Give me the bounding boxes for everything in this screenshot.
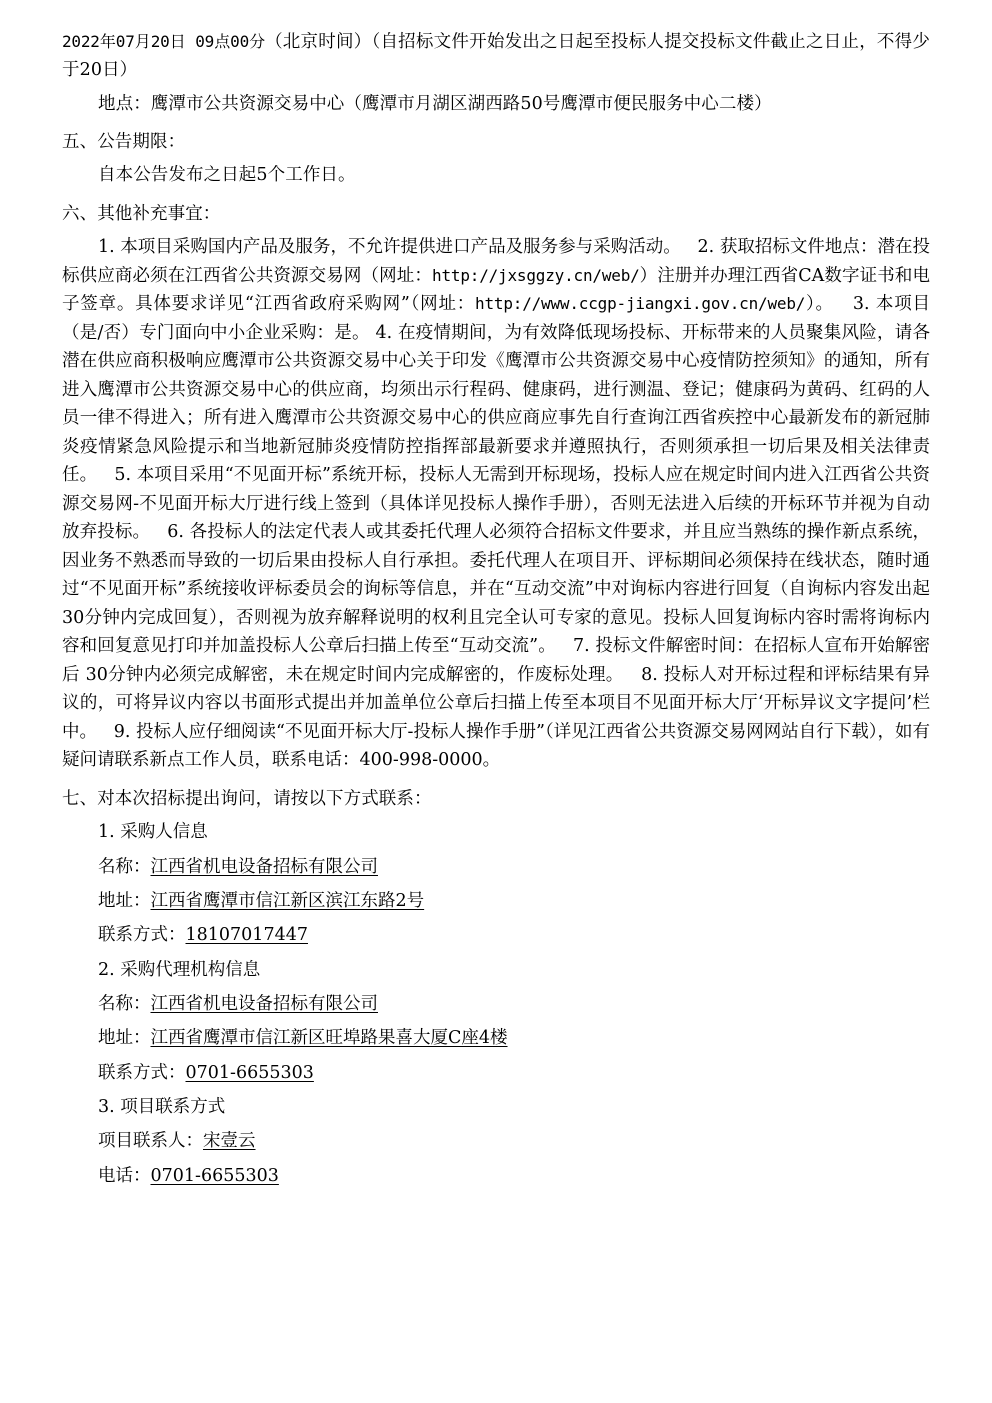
item-7: 7. 投标文件解密时间：在招标人宣布开始解密后 30分钟内必须完成解密，未在规定时间内完成解密的，作废标处理。 [62, 636, 930, 685]
agent-info-title: 2. 采购代理机构信息 [98, 959, 261, 980]
project-phone-row [62, 1162, 930, 1190]
agent-contact-label: 联系方式： [98, 1062, 186, 1083]
item-9: 9. 投标人应仔细阅读“不见面开标大厅-投标人操作手册”（详见江西省公共资源交易网网站自行下载），如有疑问请联系新点工作人员，联系电话：400-998-0000。 [62, 721, 930, 771]
buyer-name-label: 名称： [98, 856, 151, 877]
project-phone-label: 电话： [98, 1165, 151, 1186]
item-2-part-b: ）注册并办理江西省CA数字证书和电子签章。具体要求详见“江西省政府采购网”（网址： [62, 265, 931, 315]
buyer-contact-label: 联系方式： [98, 925, 186, 946]
project-person-label: 项目联系人： [98, 1131, 203, 1152]
agent-contact-value: 0701-6655303 [185, 1062, 314, 1083]
item-5: 5. 本项目采用“不见面开标”系统开标，投标人无需到开标现场，投标人应在规定时间内进入江西省公共资源交易网-不见面开标大厅进行线上签到（具体详见投标人操作手册），否则无法进入后续的开标环节并视为自动放弃投标。 [62, 465, 930, 543]
ccgp-jiangxi-url: http://www.ccgp-jiangxi.gov.cn/web/ [475, 294, 806, 314]
item-1: 1. 本项目采购国内产品及服务，不允许提供进口产品及服务参与采购活动。 [98, 237, 681, 258]
buyer-address-label: 地址： [98, 890, 151, 911]
bid-deadline-datetime: 2022年07月20日 09点00分 [62, 32, 266, 51]
agent-contact-row [62, 1059, 930, 1087]
section-six-heading: 六、其他补充事宜： [62, 203, 221, 224]
agent-address-row [62, 1024, 930, 1052]
agent-address-label: 地址： [98, 1028, 151, 1049]
item-2-part-a: 2. 获取招标文件地点：潜在投标供应商必须在江西省公共资源交易网（网址： [62, 237, 930, 286]
jxsggzy-url: http://jxsggzy.cn/web/ [432, 265, 640, 285]
section-seven-heading: 七、对本次招标提出询问，请按以下方式联系： [62, 788, 432, 809]
buyer-address-row [62, 887, 930, 915]
project-phone-value: 0701-6655303 [150, 1165, 279, 1186]
project-contact-title: 3. 项目联系方式 [98, 1096, 226, 1117]
buyer-name-row [62, 853, 930, 881]
item-3: 3. 本项目（是/否）专门面向中小企业采购：是。 [62, 294, 930, 343]
buyer-name-value: 江西省机电设备招标有限公司 [150, 856, 378, 877]
buyer-address-value: 江西省鹰潭市信江新区滨江东路2号 [150, 890, 425, 911]
agent-name-label: 名称： [98, 993, 151, 1014]
section-five-heading: 五、公告期限： [62, 132, 186, 153]
venue-line: 地点：鹰潭市公共资源交易中心（鹰潭市月湖区湖西路50号鹰潭市便民服务中心二楼） [98, 93, 772, 114]
item-4: 4. 在疫情期间，为有效降低现场投标、开标带来的人员聚集风险，请各潜在供应商积极响应鹰潭市公共资源交易中心关于印发《鹰潭市公共资源交易中心疫情防控须知》的通知，所有进入鹰潭市公共资源交易中心的供应商，均须出示行程码、健康码，进行测温、登记；健康码为黄码、红码的人员一律不得进入；所有进入鹰潭市公共资源交易中心的供应商应事先自行查询江西省疾控中心最新发布的新冠肺炎疫情紧急风险提示和当地新冠肺炎疫情防控指挥部最新要求并遵照执行，否则须承担一切后果及相关法律责任。 [62, 322, 930, 486]
bid-deadline-paragraph [62, 28, 930, 85]
item-8: 8. 投标人对开标过程和评标结果有异议的，可将异议内容以书面形式提出并加盖单位公章后扫描上传至本项目不见面开标大厅‘开标异议文字提问’栏中。 [62, 664, 930, 742]
section-six-body [62, 233, 930, 775]
bid-deadline-text: （北京时间）（自招标文件开始发出之日起至投标人提交投标文件截止之日止，不得少于20日） [62, 32, 930, 81]
agent-address-value: 江西省鹰潭市信江新区旺埠路果喜大厦C座4楼 [150, 1028, 508, 1049]
item-2-part-c: ）。 [805, 294, 834, 315]
item-6: 6. 各投标人的法定代表人或其委托代理人必须符合招标文件要求，并且应当熟练的操作新点系统，因业务不熟悉而导致的一切后果由投标人自行承担。委托代理人在项目开、评标期间必须保持在线状态，随时通过“不见面开标”系统接收评标委员会的询标等信息，并在“互动交流”中对询标内容进行回复（自询标内容发出起30分钟内完成回复），否则视为放弃解释说明的权利且完全认可专家的意见。投标人回复询标内容时需将询标内容和回复意见打印并加盖投标人公章后扫描上传至“互动交流”。 [62, 522, 930, 657]
buyer-contact-row [62, 921, 930, 949]
project-person-value: 宋壹云 [203, 1131, 256, 1152]
agent-name-row [62, 990, 930, 1018]
buyer-info-title: 1. 采购人信息 [98, 822, 208, 843]
agent-name-value: 江西省机电设备招标有限公司 [150, 993, 378, 1014]
section-five-body: 自本公告发布之日起5个工作日。 [98, 165, 356, 186]
project-person-row [62, 1127, 930, 1155]
buyer-contact-value: 18107017447 [185, 925, 308, 946]
